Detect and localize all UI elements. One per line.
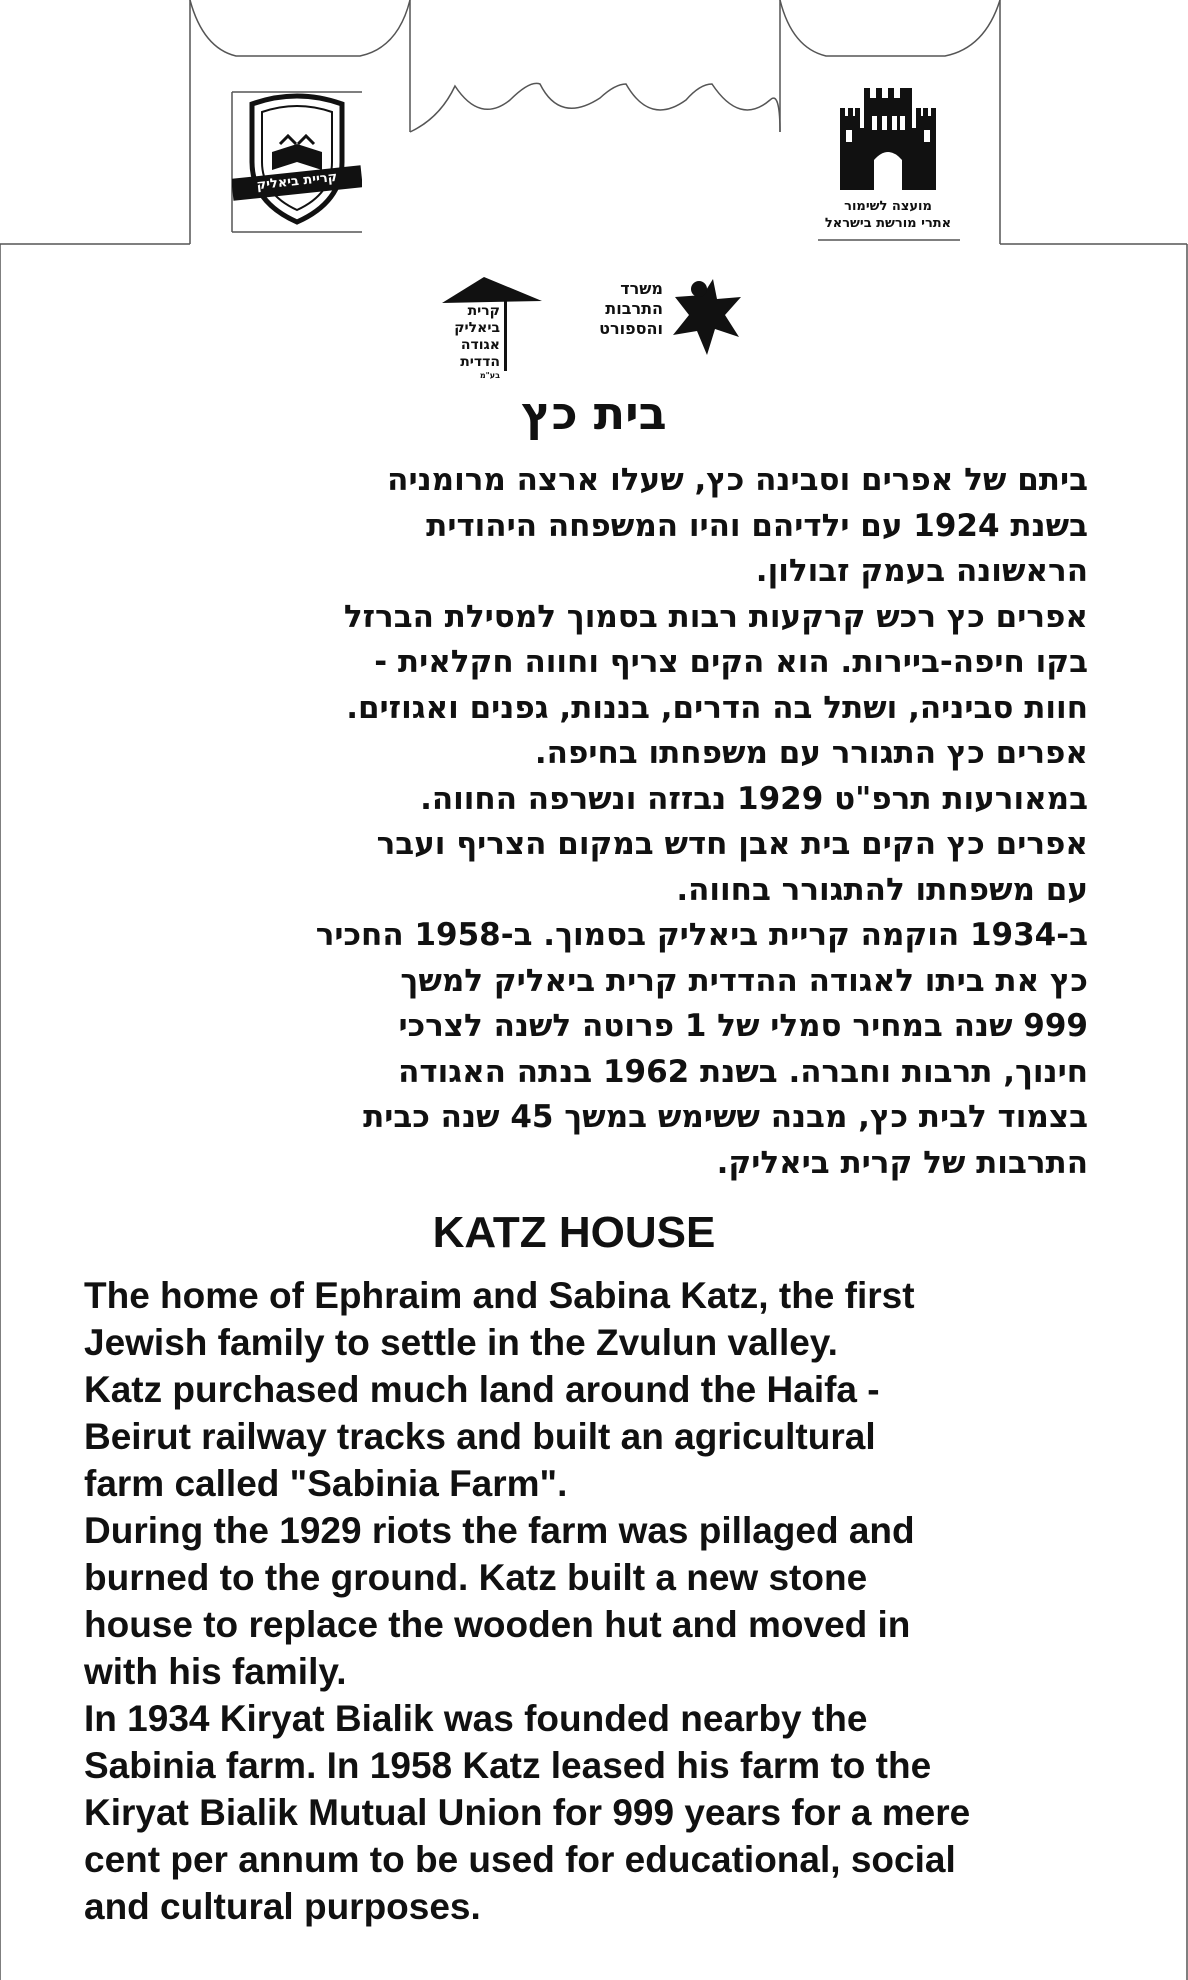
english-body bbox=[84, 1272, 1124, 1930]
ministry-line-3: והספורט bbox=[599, 319, 663, 338]
hebrew-line: 999 שנה במחיר סמלי של 1 פרוטה לשנה לצרכי bbox=[398, 1008, 1088, 1044]
english-line: cent per annum to be used for educational, social bbox=[84, 1839, 956, 1880]
ministry-culture-sport-logo bbox=[585, 275, 747, 375]
union-text-block bbox=[442, 303, 500, 381]
hebrew-line: ב-1934 הוקמה קריית ביאליק בסמוך. ב-1958 החכיר bbox=[315, 917, 1088, 953]
heritage-line-2: אתרי מורשת בישראל bbox=[824, 216, 952, 231]
english-line: Katz purchased much land around the Haifa - bbox=[84, 1369, 880, 1410]
hebrew-line: אפרים כץ הקים בית אבן חדש במקום הצריף ועבר bbox=[376, 826, 1088, 862]
hebrew-line: הראשונה בעמק זבולון. bbox=[755, 553, 1088, 589]
hebrew-line: כץ את ביתו לאגודה ההדדית קרית ביאליק למשך bbox=[400, 962, 1088, 999]
union-line-2: ביאליק bbox=[454, 320, 500, 336]
hebrew-title: בית כץ bbox=[521, 386, 667, 440]
union-line-3: אגודה bbox=[460, 337, 500, 353]
ministry-text-block bbox=[585, 279, 663, 339]
english-line: with his family. bbox=[84, 1651, 347, 1692]
roof-icon bbox=[440, 275, 544, 305]
english-line: farm called "Sabinia Farm". bbox=[84, 1463, 568, 1504]
hebrew-line: חוות סביניה, ושתל בה הדרים, בננות, גפנים ואגוזים. bbox=[346, 689, 1088, 726]
hebrew-line: אפרים כץ רכש קרקעות רבות בסמוך למסילת הברזל bbox=[343, 598, 1088, 635]
hebrew-line: ביתם של אפרים וסבינה כץ, שעלו ארצה מרומניה bbox=[387, 462, 1088, 498]
english-line: In 1934 Kiryat Bialik was founded nearby the bbox=[84, 1698, 868, 1739]
hebrew-line: בשנת 1924 עם ילדיהם והיו המשפחה היהודית bbox=[426, 507, 1088, 544]
heritage-council-logo bbox=[818, 88, 958, 238]
heritage-line-1: מועצה לשימור bbox=[844, 199, 932, 214]
english-line: Beirut railway tracks and built an agricultural bbox=[84, 1416, 876, 1457]
ministry-line-1: משרד bbox=[620, 279, 663, 298]
hebrew-line: אפרים כץ התגורר עם משפחתו בחיפה. bbox=[534, 735, 1088, 771]
hebrew-line: התרבות של קרית ביאליק. bbox=[716, 1144, 1088, 1181]
english-line: Kiryat Bialik Mutual Union for 999 years for a mere bbox=[84, 1792, 971, 1833]
hebrew-line: עם משפחתו להתגורר בחווה. bbox=[676, 871, 1088, 908]
castle-icon bbox=[834, 88, 942, 190]
kiryat-bialik-union-logo bbox=[440, 275, 544, 380]
english-line: The home of Ephraim and Sabina Katz, the first bbox=[84, 1275, 915, 1316]
union-small-text: בע"מ bbox=[479, 371, 500, 380]
star-icon bbox=[667, 275, 747, 365]
hebrew-body bbox=[100, 458, 1088, 1186]
hebrew-line: במאורעות תרפ"ט 1929 נבזזה ונשרפה החווה. bbox=[420, 780, 1088, 817]
shield-banner-text: קריית ביאליק bbox=[255, 169, 338, 194]
english-line: burned to the ground. Katz built a new stone bbox=[84, 1557, 868, 1598]
english-line: and cultural purposes. bbox=[84, 1886, 481, 1927]
hebrew-line: חינוך, תרבות וחברה. בשנת 1962 בנתה האגודה bbox=[398, 1053, 1088, 1090]
english-line: Sabinia farm. In 1958 Katz leased his farm to the bbox=[84, 1745, 932, 1786]
english-line: Jewish family to settle in the Zvulun valley. bbox=[84, 1322, 838, 1363]
hebrew-line: בצמוד לבית כץ, מבנה ששימש במשך 45 שנה כבית bbox=[363, 1099, 1088, 1135]
ministry-line-2: התרבות bbox=[605, 299, 663, 318]
english-title: KATZ HOUSE bbox=[432, 1208, 716, 1257]
union-line-1: קרית bbox=[467, 303, 500, 319]
kiryat-bialik-shield-logo bbox=[232, 92, 362, 230]
english-line: house to replace the wooden hut and moved in bbox=[84, 1604, 911, 1645]
english-line: During the 1929 riots the farm was pillaged and bbox=[84, 1510, 915, 1551]
union-line-4: הדדית bbox=[460, 354, 500, 370]
hebrew-line: בקו חיפה-ביירות. הוא הקים צריף וחווה חקלאית - bbox=[374, 644, 1088, 680]
union-divider bbox=[504, 301, 507, 371]
